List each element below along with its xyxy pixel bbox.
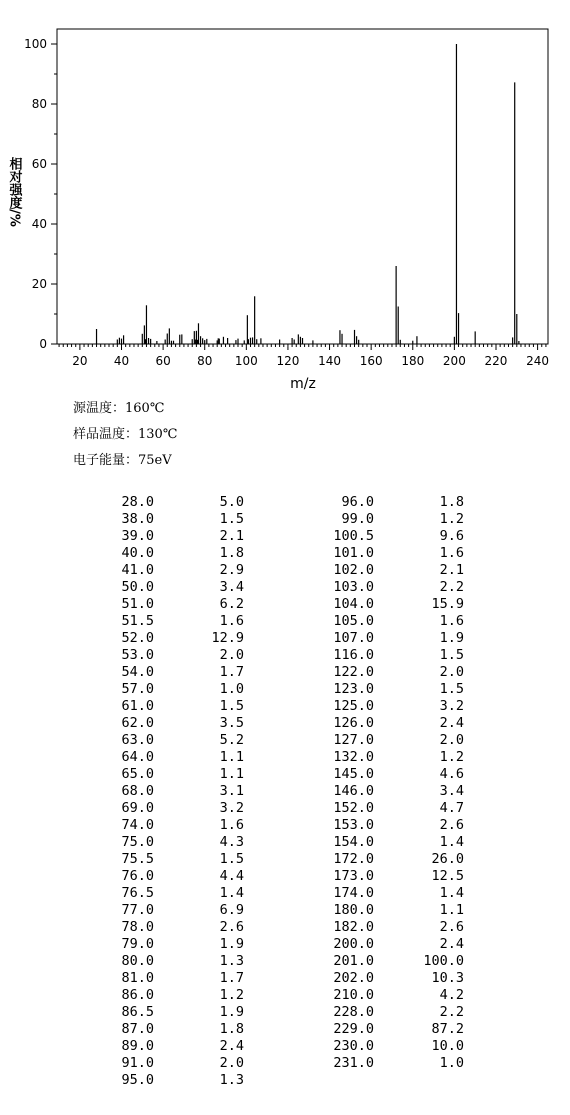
table-row bbox=[0, 936, 570, 953]
intensity-cell: 2.2 bbox=[439, 579, 464, 595]
intensity-cell: 2.0 bbox=[219, 1055, 244, 1071]
intensity-cell: 1.2 bbox=[439, 511, 464, 527]
mz-cell: 57.0 bbox=[121, 681, 154, 697]
intensity-cell: 1.5 bbox=[219, 851, 244, 867]
table-row bbox=[0, 919, 570, 936]
table-row bbox=[0, 749, 570, 766]
intensity-cell: 2.4 bbox=[219, 1038, 244, 1054]
table-row bbox=[0, 970, 570, 987]
intensity-cell: 1.4 bbox=[439, 834, 464, 850]
x-tick-label: 180 bbox=[401, 354, 425, 368]
table-row bbox=[0, 834, 570, 851]
mz-cell: 65.0 bbox=[121, 766, 154, 782]
intensity-cell: 4.3 bbox=[219, 834, 244, 850]
intensity-cell: 5.0 bbox=[219, 494, 244, 510]
table-row bbox=[0, 766, 570, 783]
sample-temperature: 样品温度：130℃ bbox=[73, 427, 178, 442]
mz-cell: 87.0 bbox=[121, 1021, 154, 1037]
mz-cell: 91.0 bbox=[121, 1055, 154, 1071]
mz-cell: 86.0 bbox=[121, 987, 154, 1003]
intensity-cell: 2.0 bbox=[439, 732, 464, 748]
mz-cell: 180.0 bbox=[333, 902, 374, 918]
intensity-cell: 1.0 bbox=[219, 681, 244, 697]
mz-cell: 38.0 bbox=[121, 511, 154, 527]
intensity-cell: 2.0 bbox=[219, 647, 244, 663]
source-temperature: 源温度：160℃ bbox=[73, 401, 165, 416]
table-row bbox=[0, 647, 570, 664]
mz-cell: 172.0 bbox=[333, 851, 374, 867]
intensity-cell: 1.6 bbox=[439, 613, 464, 629]
intensity-cell: 1.1 bbox=[439, 902, 464, 918]
mz-cell: 201.0 bbox=[333, 953, 374, 969]
table-row bbox=[0, 987, 570, 1004]
mz-cell: 76.0 bbox=[121, 868, 154, 884]
table-row bbox=[0, 953, 570, 970]
mz-cell: 127.0 bbox=[333, 732, 374, 748]
mz-cell: 182.0 bbox=[333, 919, 374, 935]
table-row bbox=[0, 715, 570, 732]
mz-cell: 152.0 bbox=[333, 800, 374, 816]
mz-cell: 132.0 bbox=[333, 749, 374, 765]
mz-cell: 62.0 bbox=[121, 715, 154, 731]
intensity-cell: 1.6 bbox=[219, 817, 244, 833]
mz-cell: 81.0 bbox=[121, 970, 154, 986]
intensity-cell: 10.0 bbox=[431, 1038, 464, 1054]
mz-cell: 145.0 bbox=[333, 766, 374, 782]
mz-cell: 50.0 bbox=[121, 579, 154, 595]
x-axis bbox=[59, 344, 549, 368]
mz-cell: 41.0 bbox=[121, 562, 154, 578]
mz-cell: 229.0 bbox=[333, 1021, 374, 1037]
intensity-cell: 10.3 bbox=[431, 970, 464, 986]
table-row bbox=[0, 528, 570, 545]
x-tick-label: 220 bbox=[484, 354, 508, 368]
x-tick-label: 240 bbox=[526, 354, 550, 368]
intensity-cell: 1.7 bbox=[219, 970, 244, 986]
x-axis-label: m/z bbox=[290, 376, 316, 392]
mz-cell: 105.0 bbox=[333, 613, 374, 629]
mz-cell: 123.0 bbox=[333, 681, 374, 697]
mz-cell: 40.0 bbox=[121, 545, 154, 561]
mz-cell: 107.0 bbox=[333, 630, 374, 646]
table-row bbox=[0, 511, 570, 528]
intensity-cell: 12.5 bbox=[431, 868, 464, 884]
intensity-cell: 2.6 bbox=[439, 817, 464, 833]
mz-cell: 52.0 bbox=[121, 630, 154, 646]
intensity-cell: 1.6 bbox=[439, 545, 464, 561]
intensity-cell: 12.9 bbox=[211, 630, 244, 646]
intensity-cell: 26.0 bbox=[431, 851, 464, 867]
mz-cell: 78.0 bbox=[121, 919, 154, 935]
mz-cell: 39.0 bbox=[121, 528, 154, 544]
intensity-cell: 5.2 bbox=[219, 732, 244, 748]
mz-cell: 126.0 bbox=[333, 715, 374, 731]
intensity-cell: 2.4 bbox=[439, 715, 464, 731]
table-row bbox=[0, 681, 570, 698]
table-row bbox=[0, 1004, 570, 1021]
intensity-cell: 2.4 bbox=[439, 936, 464, 952]
peak-table bbox=[0, 494, 570, 1089]
y-tick-label: 100 bbox=[24, 37, 47, 51]
intensity-cell: 1.7 bbox=[219, 664, 244, 680]
intensity-cell: 1.2 bbox=[219, 987, 244, 1003]
table-row bbox=[0, 868, 570, 885]
mz-cell: 146.0 bbox=[333, 783, 374, 799]
intensity-cell: 100.0 bbox=[423, 953, 464, 969]
mz-cell: 51.0 bbox=[121, 596, 154, 612]
mz-cell: 80.0 bbox=[121, 953, 154, 969]
intensity-cell: 2.9 bbox=[219, 562, 244, 578]
intensity-cell: 1.1 bbox=[219, 749, 244, 765]
intensity-cell: 3.1 bbox=[219, 783, 244, 799]
mz-cell: 200.0 bbox=[333, 936, 374, 952]
mz-cell: 173.0 bbox=[333, 868, 374, 884]
mz-cell: 174.0 bbox=[333, 885, 374, 901]
mz-cell: 101.0 bbox=[333, 545, 374, 561]
intensity-cell: 15.9 bbox=[431, 596, 464, 612]
x-tick-label: 160 bbox=[359, 354, 383, 368]
intensity-cell: 1.9 bbox=[439, 630, 464, 646]
spectrum-bars bbox=[97, 44, 519, 344]
table-row bbox=[0, 885, 570, 902]
x-tick-label: 100 bbox=[234, 354, 258, 368]
table-row bbox=[0, 664, 570, 681]
mz-cell: 77.0 bbox=[121, 902, 154, 918]
y-axis bbox=[24, 37, 57, 351]
intensity-cell: 1.8 bbox=[219, 545, 244, 561]
table-row bbox=[0, 1055, 570, 1072]
intensity-cell: 1.5 bbox=[439, 681, 464, 697]
x-tick-label: 40 bbox=[113, 354, 130, 368]
x-tick-label: 20 bbox=[72, 354, 88, 368]
intensity-cell: 1.8 bbox=[219, 1021, 244, 1037]
intensity-cell: 3.5 bbox=[219, 715, 244, 731]
intensity-cell: 6.2 bbox=[219, 596, 244, 612]
intensity-cell: 4.2 bbox=[439, 987, 464, 1003]
mz-cell: 61.0 bbox=[121, 698, 154, 714]
intensity-cell: 1.3 bbox=[219, 953, 244, 969]
table-row bbox=[0, 545, 570, 562]
mz-cell: 99.0 bbox=[341, 511, 374, 527]
table-row bbox=[0, 698, 570, 715]
intensity-cell: 1.8 bbox=[439, 494, 464, 510]
mz-cell: 122.0 bbox=[333, 664, 374, 680]
mz-cell: 95.0 bbox=[121, 1072, 154, 1088]
x-tick-label: 200 bbox=[442, 354, 466, 368]
intensity-cell: 2.1 bbox=[219, 528, 244, 544]
table-row bbox=[0, 630, 570, 647]
mz-cell: 86.5 bbox=[121, 1004, 154, 1020]
mz-cell: 68.0 bbox=[121, 783, 154, 799]
x-tick-label: 140 bbox=[318, 354, 341, 368]
intensity-cell: 1.1 bbox=[219, 766, 244, 782]
intensity-cell: 3.4 bbox=[219, 579, 244, 595]
intensity-cell: 2.6 bbox=[439, 919, 464, 935]
mz-cell: 230.0 bbox=[333, 1038, 374, 1054]
intensity-cell: 3.4 bbox=[439, 783, 464, 799]
mz-cell: 231.0 bbox=[333, 1055, 374, 1071]
y-tick-label: 40 bbox=[31, 217, 47, 231]
intensity-cell: 1.5 bbox=[439, 647, 464, 663]
y-axis-label: 相对强度/% bbox=[6, 157, 22, 227]
intensity-cell: 6.9 bbox=[219, 902, 244, 918]
intensity-cell: 3.2 bbox=[219, 800, 244, 816]
mz-cell: 104.0 bbox=[333, 596, 374, 612]
mz-cell: 75.0 bbox=[121, 834, 154, 850]
x-tick-label: 120 bbox=[276, 354, 300, 368]
mz-cell: 102.0 bbox=[333, 562, 374, 578]
mz-cell: 125.0 bbox=[333, 698, 374, 714]
table-row bbox=[0, 800, 570, 817]
y-tick-label: 80 bbox=[31, 97, 47, 111]
y-tick-label: 20 bbox=[31, 277, 47, 291]
intensity-cell: 2.2 bbox=[439, 1004, 464, 1020]
table-row bbox=[0, 613, 570, 630]
intensity-cell: 1.6 bbox=[219, 613, 244, 629]
intensity-cell: 2.1 bbox=[439, 562, 464, 578]
table-row bbox=[0, 1021, 570, 1038]
table-row bbox=[0, 562, 570, 579]
intensity-cell: 1.5 bbox=[219, 698, 244, 714]
intensity-cell: 1.5 bbox=[219, 511, 244, 527]
table-row bbox=[0, 732, 570, 749]
mz-cell: 96.0 bbox=[341, 494, 374, 510]
electron-energy: 电子能量：75eV bbox=[73, 453, 172, 468]
intensity-cell: 1.0 bbox=[439, 1055, 464, 1071]
intensity-cell: 4.4 bbox=[219, 868, 244, 884]
table-row bbox=[0, 596, 570, 613]
x-tick-label: 60 bbox=[155, 354, 171, 368]
x-tick-label: 80 bbox=[197, 354, 213, 368]
mz-cell: 28.0 bbox=[121, 494, 154, 510]
intensity-cell: 1.4 bbox=[439, 885, 464, 901]
mz-cell: 75.5 bbox=[121, 851, 154, 867]
y-tick-label: 0 bbox=[39, 337, 47, 351]
mass-spectrum-chart bbox=[0, 0, 570, 400]
mz-cell: 64.0 bbox=[121, 749, 154, 765]
mz-cell: 210.0 bbox=[333, 987, 374, 1003]
mz-cell: 79.0 bbox=[121, 936, 154, 952]
table-row bbox=[0, 817, 570, 834]
intensity-cell: 1.4 bbox=[219, 885, 244, 901]
intensity-cell: 2.0 bbox=[439, 664, 464, 680]
table-row bbox=[0, 783, 570, 800]
plot-frame bbox=[57, 29, 548, 344]
intensity-cell: 87.2 bbox=[431, 1021, 464, 1037]
mz-cell: 100.5 bbox=[333, 528, 374, 544]
mz-cell: 89.0 bbox=[121, 1038, 154, 1054]
mz-cell: 153.0 bbox=[333, 817, 374, 833]
intensity-cell: 4.7 bbox=[439, 800, 464, 816]
intensity-cell: 1.9 bbox=[219, 1004, 244, 1020]
intensity-cell: 2.6 bbox=[219, 919, 244, 935]
mz-cell: 154.0 bbox=[333, 834, 374, 850]
mz-cell: 69.0 bbox=[121, 800, 154, 816]
mz-cell: 74.0 bbox=[121, 817, 154, 833]
table-row bbox=[0, 902, 570, 919]
table-row bbox=[0, 579, 570, 596]
intensity-cell: 1.9 bbox=[219, 936, 244, 952]
mz-cell: 76.5 bbox=[121, 885, 154, 901]
mz-cell: 63.0 bbox=[121, 732, 154, 748]
mz-cell: 54.0 bbox=[121, 664, 154, 680]
table-row bbox=[0, 494, 570, 511]
mz-cell: 51.5 bbox=[121, 613, 154, 629]
mz-cell: 53.0 bbox=[121, 647, 154, 663]
mz-cell: 116.0 bbox=[333, 647, 374, 663]
intensity-cell: 4.6 bbox=[439, 766, 464, 782]
table-row bbox=[0, 1072, 570, 1089]
mz-cell: 202.0 bbox=[333, 970, 374, 986]
intensity-cell: 1.2 bbox=[439, 749, 464, 765]
intensity-cell: 1.3 bbox=[219, 1072, 244, 1088]
intensity-cell: 3.2 bbox=[439, 698, 464, 714]
mz-cell: 103.0 bbox=[333, 579, 374, 595]
y-tick-label: 60 bbox=[31, 157, 47, 171]
table-row bbox=[0, 1038, 570, 1055]
intensity-cell: 9.6 bbox=[439, 528, 464, 544]
mz-cell: 228.0 bbox=[333, 1004, 374, 1020]
table-row bbox=[0, 851, 570, 868]
